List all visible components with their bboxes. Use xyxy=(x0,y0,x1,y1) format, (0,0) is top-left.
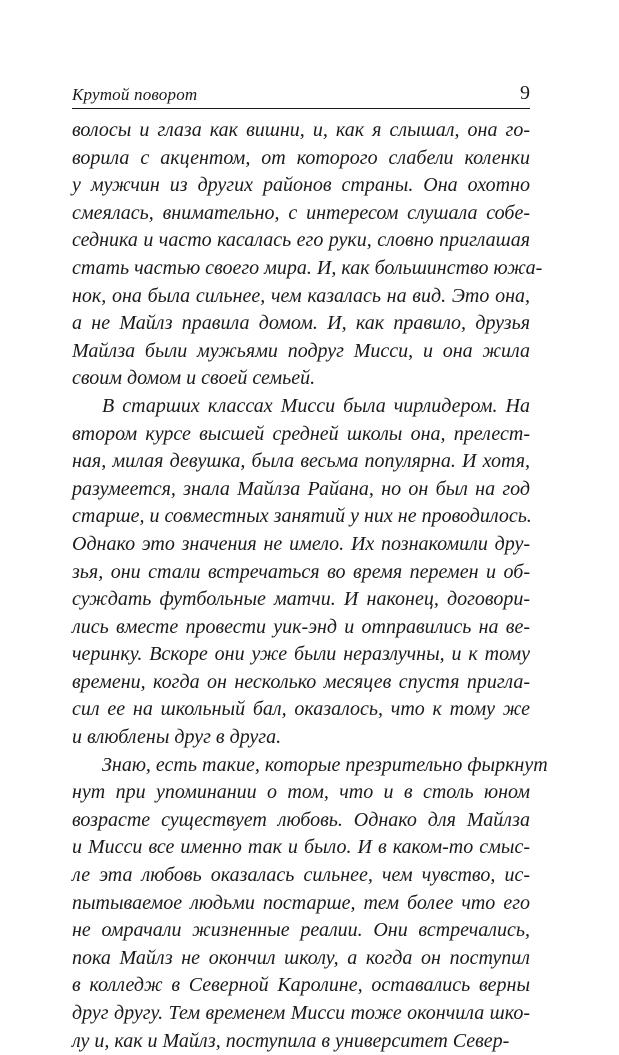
text-line: лись вместе провести уик-энд и отправились на ве- xyxy=(72,615,530,638)
text-line: Знаю, есть такие, которые презрительно фыркнут xyxy=(102,753,548,776)
text-line: Однако это значения не имело. Их познакомили дру- xyxy=(72,532,530,555)
text-line: седника и часто касалась его руки, словно приглашая xyxy=(72,229,530,252)
text-line: суждать футбольные матчи. И наконец, договори- xyxy=(72,588,530,611)
text-line: черинку. Вскоре они уже были неразлучны, и к тому xyxy=(72,643,530,666)
text-line: сил ее на школьный бал, оказалось, что к тому же xyxy=(72,698,530,721)
paragraph xyxy=(72,752,548,1055)
text-line: а не Майлз правила домом. И, как правило, друзья xyxy=(72,312,530,335)
running-head xyxy=(72,78,530,109)
body-text xyxy=(72,117,548,1055)
text-line: волосы и глаза как вишни, и, как я слышал, она го- xyxy=(72,119,530,141)
text-line: не омрачали жизненные реалии. Они встречались, xyxy=(72,919,530,942)
text-line: пока Майлз не окончил школу, а когда он поступил xyxy=(72,946,530,969)
text-line: ле эта любовь оказалась сильнее, чем чувство, ис- xyxy=(72,864,530,887)
text-line: старше, и совместных занятий у них не проводилось. xyxy=(72,505,532,528)
text-line: у мужчин из других районов страны. Она охотно xyxy=(72,174,530,197)
text-line: ворила с акцентом, от которого слабели коленки xyxy=(72,146,530,169)
text-line: своим домом и своей семьей. xyxy=(72,367,316,390)
text-line: друг другу. Тем временем Мисси тоже окончила шко- xyxy=(72,1002,530,1024)
text-line: смеялась, внимательно, с интересом слушала собе- xyxy=(72,201,530,224)
text-line: нок, она была сильнее, чем казалась на вид. Это она, xyxy=(72,284,530,307)
text-line: В старших классах Мисси была чирлидером. На xyxy=(102,394,530,417)
text-line: и влюблены друг в друга. xyxy=(72,726,282,749)
page-number: 9 xyxy=(520,82,530,104)
text-line: стать частью своего мира. И, как большинство южа- xyxy=(72,256,543,279)
text-line: лу и, как и Майлз, поступила в университет Север- xyxy=(72,1029,510,1052)
paragraph xyxy=(72,393,530,752)
running-title: Крутой поворот xyxy=(72,85,198,104)
text-line: втором курсе высшей средней школы она, прелест- xyxy=(72,422,530,445)
text-line: в колледж в Северной Каролине, оставались верны xyxy=(72,974,530,997)
text-line: разумеется, знала Майлза Райана, но он был на год xyxy=(72,477,530,500)
paragraph xyxy=(72,117,543,393)
text-line: нут при упоминании о том, что и в столь юном xyxy=(72,781,530,804)
text-line: возрасте существует любовь. Однако для Майлза xyxy=(72,808,530,831)
text-line: зья, они стали встречаться во время перемен и об- xyxy=(72,560,530,583)
text-line: времени, когда он несколько месяцев спустя пригла- xyxy=(72,670,530,693)
text-line: ная, милая девушка, была весьма популярна. И хотя, xyxy=(72,450,530,473)
text-line: Майлза были мужьями подруг Мисси, и она жила xyxy=(72,339,530,362)
text-line: пытываемое людьми постарше, тем более что его xyxy=(72,891,530,914)
text-line: и Мисси все именно так и было. И в каком-то смыс- xyxy=(72,836,530,859)
